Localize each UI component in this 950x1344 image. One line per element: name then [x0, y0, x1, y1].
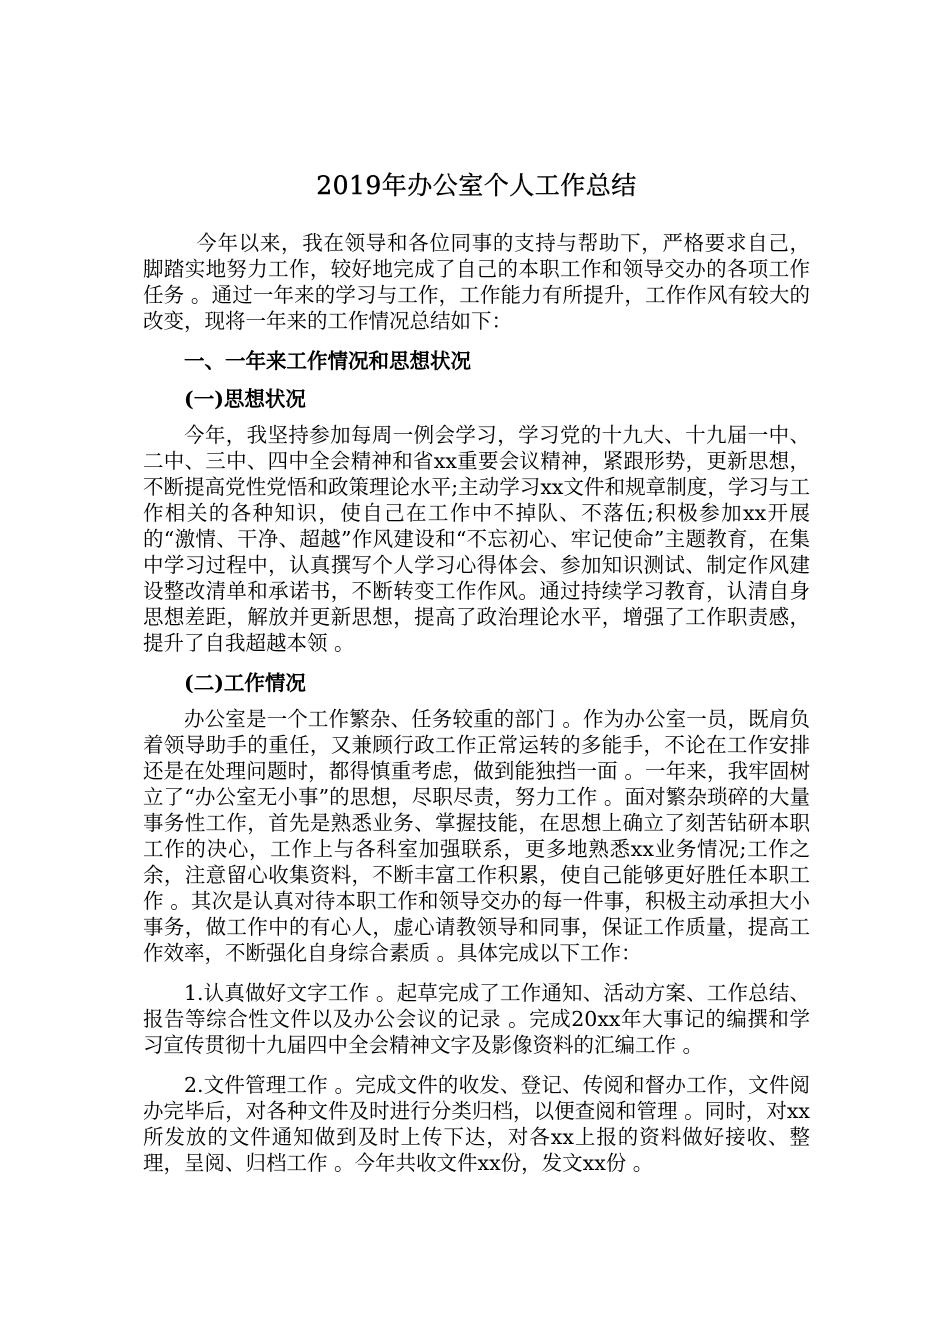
subsection-heading-work: (二)工作情况	[184, 671, 306, 695]
subsection-heading-thought: (一)思想状况	[184, 387, 306, 411]
paragraph-work-status: 办公室是一个工作繁杂、任务较重的部门 。作为办公室一员，既肩负着领导助手的重任，又兼顾行政工作正常运转的多能手，不论在工作安排还是在处理问题时，都得慎重考虑，做到能独挡一面 。一年来，我牢固树立了“办公室无小事”的思想，尽职尽责，努力工作 。面对繁杂琐碎的大量事务性工作，首先是熟悉业务、掌握技能，在思想上确立了刻苦钻研本职工作的决心，工作上与各科室加强联系，更多地熟悉xx业务情况;工作之余，注意留心收集资料，不断丰富工作积累，使自己能够更好胜任本职工作 。其次是认真对待本职工作和领导交办的每一件事，积极主动承担大小事务，做工作中的有心人，虚心请教领导和同事，保证工作质量，提高工作效率，不断强化自身综合素质 。具体完成以下工作：	[143, 707, 810, 965]
paragraph-thought-status: 今年，我坚持参加每周一例会学习，学习党的十九大、十九届一中、二中、三中、四中全会精神和省xx重要会议精神，紧跟形势，更新思想，不断提高党性党悟和政策理论水平;主动学习xx文件和规章制度，学习与工作相关的各种知识，使自己在工作中不掉队、不落伍;积极参加xx开展的“激情、干净、超越”作风建设和“不忘初心、牢记使命”主题教育，在集中学习过程中，认真撰写个人学习心得体会、参加知识测试、制定作风建设整改清单和承诺书，不断转变工作作风。通过持续学习教育，认清自身思想差距，解放并更新思想，提高了政治理论水平，增强了工作职责感，提升了自我超越本领 。	[143, 423, 810, 655]
section-heading-1: 一、一年来工作情况和思想状况	[184, 349, 471, 373]
intro-paragraph: 今年以来，我在领导和各位同事的支持与帮助下，严格要求自己，脚踏实地努力工作，较好地完成了自己的本职工作和领导交办的各项工作任务 。通过一年来的学习与工作，工作能力有所提升，工作作风有较大的改变，现将一年来的工作情况总结如下：	[143, 231, 810, 333]
document-title: 2019年办公室个人工作总结	[316, 171, 637, 200]
list-item-file-management: 2.文件管理工作 。完成文件的收发、登记、传阅和督办工作，文件阅办完毕后，对各种文件及时进行分类归档，以便查阅和管理 。同时，对xx所发放的文件通知做到及时上传下达，对各xx上报的资料做好接收、整理，呈阅、归档工作 。今年共收文件xx份，发文xx份 。	[143, 1073, 810, 1175]
list-item-writing-work: 1.认真做好文字工作 。起草完成了工作通知、活动方案、工作总结、报告等综合性文件以及办公会议的记录 。完成20xx年大事记的编撰和学习宣传贯彻十九届四中全会精神文字及影像资料的汇编工作 。	[143, 981, 810, 1057]
